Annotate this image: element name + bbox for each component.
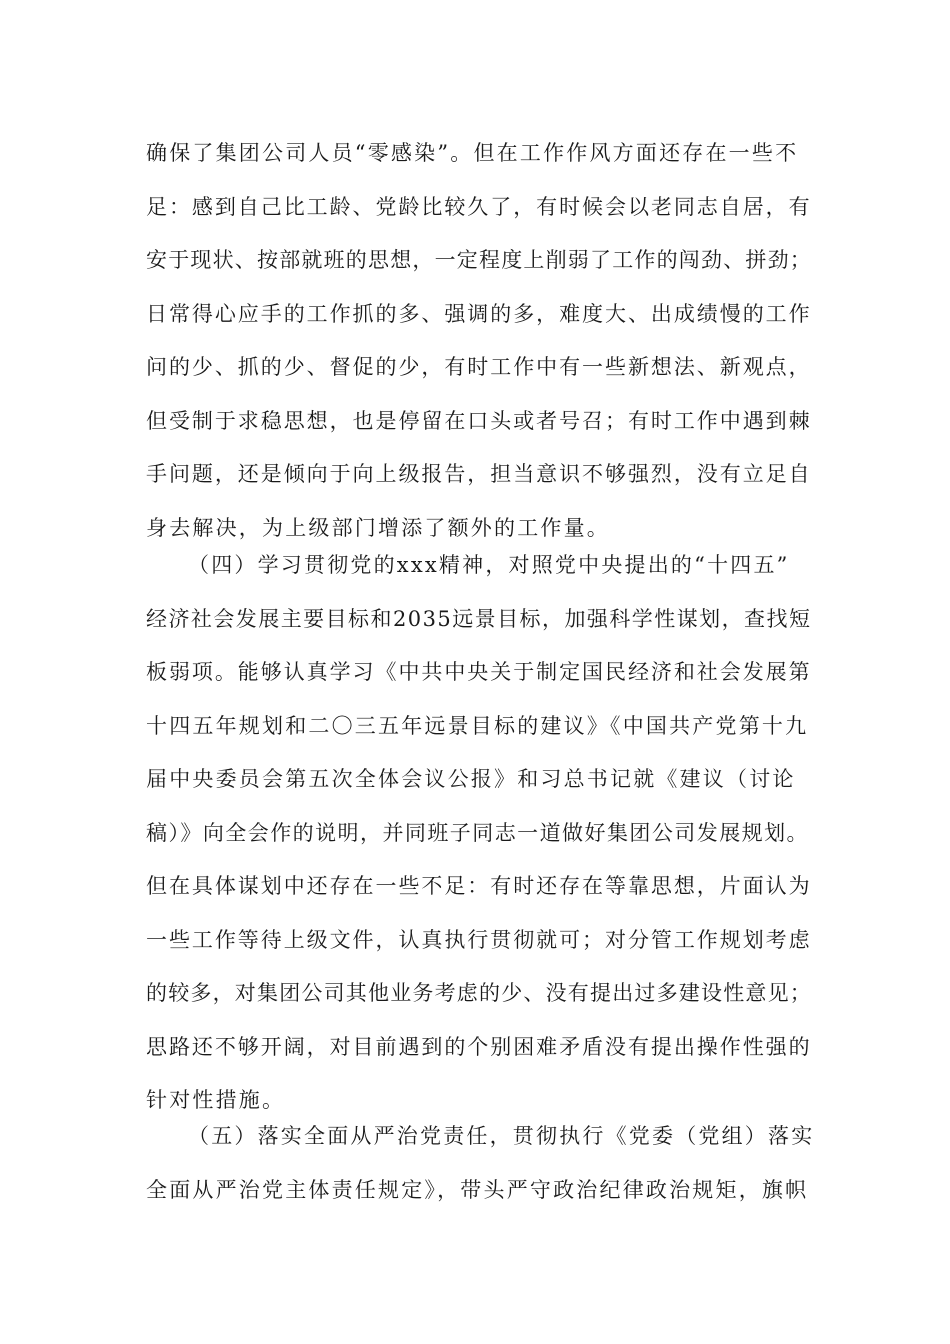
text-line: 板弱项。能够认真学习《中共中央关于制定国民经济和社会发展第 [146, 660, 812, 684]
text-line: 日常得心应手的工作抓的多、强调的多，难度大、出成绩慢的工作 [146, 301, 812, 326]
text-line: 的较多，对集团公司其他业务考虑的少、没有提出过多建设性意见； [146, 981, 812, 1005]
text-line: 经济社会发展主要目标和2035远景目标，加强科学性谋划，查找短 [146, 606, 812, 631]
section-heading-line: （五）落实全面从严治党责任，贯彻执行《党委（党组）落实 [188, 1124, 815, 1148]
text-line: 一些工作等待上级文件，认真执行贯彻就可；对分管工作规划考虑 [146, 927, 812, 952]
paragraph-work-style [146, 127, 816, 555]
text-line: 足：感到自己比工龄、党龄比较久了，有时候会以老同志自居，有 [146, 194, 812, 219]
text-line: 全面从严治党主体责任规定》，带头严守政治纪律政治规矩，旗帜 [146, 1177, 809, 1202]
text-line: 但受制于求稳思想，也是停留在口头或者号召；有时工作中遇到棘 [146, 408, 812, 433]
text-line: 手问题，还是倾向于向上级报告，担当意识不够强烈，没有立足自 [146, 462, 812, 486]
text-line: 身去解决，为上级部门增添了额外的工作量。 [146, 515, 610, 540]
text-line: 针对性措施。 [146, 1088, 286, 1112]
text-line: 问的少、抓的少、督促的少，有时工作中有一些新想法、新观点， [146, 355, 812, 379]
text-line: 思路还不够开阔，对目前遇到的个别困难矛盾没有提出操作性强的 [146, 1034, 812, 1059]
section-heading-line: （四）学习贯彻党的xxx精神，对照党中央提出的“十四五” [188, 553, 790, 577]
text-line: 安于现状、按部就班的思想，一定程度上削弱了工作的闯劲、拼劲； [146, 248, 812, 272]
text-line: 十四五年规划和二〇三五年远景目标的建议》《中国共产党第十九 [146, 713, 809, 738]
paragraph-section-four [146, 539, 816, 1128]
text-line: 确保了集团公司人员“零感染”。但在工作作风方面还存在一些不 [146, 141, 799, 165]
paragraph-section-five [146, 1110, 816, 1217]
text-line: 届中央委员会第五次全体会议公报》和习总书记就《建议（讨论 [146, 767, 796, 791]
text-line: 但在具体谋划中还存在一些不足：有时还存在等靠思想，片面认为 [146, 874, 812, 898]
text-line: 稿）》向全会作的说明，并同班子同志一道做好集团公司发展规划。 [146, 820, 809, 845]
